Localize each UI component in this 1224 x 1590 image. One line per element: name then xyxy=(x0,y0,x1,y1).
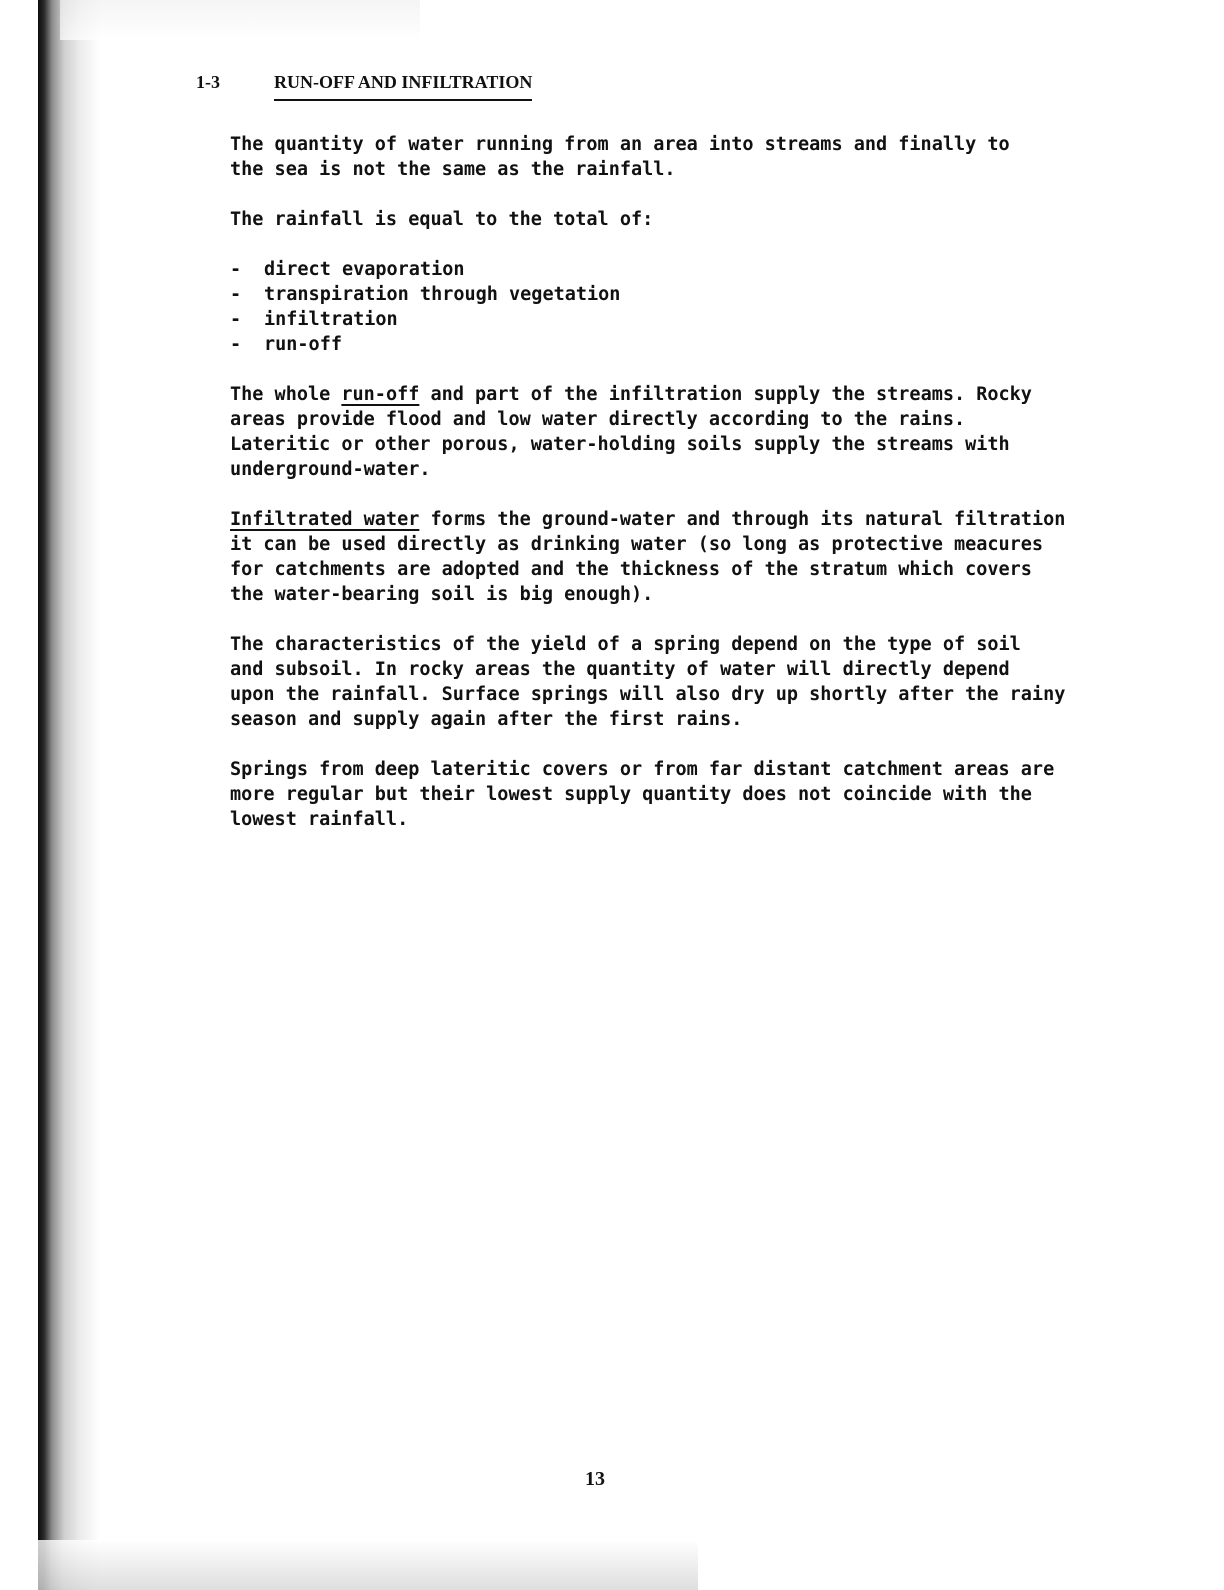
text-line: the sea is not the same as the rainfall. xyxy=(230,159,676,180)
list-item xyxy=(230,257,1150,282)
bullet-dash: - xyxy=(230,309,242,330)
paragraph-infiltrated-water xyxy=(230,507,1150,607)
text-line xyxy=(230,507,1150,532)
list-item xyxy=(230,307,1150,332)
text-line: lowest rainfall. xyxy=(230,809,409,830)
scan-bottom-smudge xyxy=(38,1540,698,1590)
text-fragment: and part of the infiltration supply the streams. Rocky xyxy=(419,384,1032,405)
text-line: Lateritic or other porous, water-holding soils supply the streams with xyxy=(230,434,1010,455)
section-number: 1-3 xyxy=(196,72,220,92)
text-fragment: forms the ground-water and through its natural filtration xyxy=(419,509,1066,530)
list-item xyxy=(230,332,1150,357)
text-line: Springs from deep lateritic covers or from far distant catchment areas are xyxy=(230,759,1055,780)
text-line xyxy=(230,382,1150,407)
paragraph-intro xyxy=(230,132,1150,182)
text-line: underground-water. xyxy=(230,459,431,480)
list-item-label: direct evaporation xyxy=(264,259,465,280)
list-item-label: infiltration xyxy=(264,309,398,330)
section-heading xyxy=(196,70,532,101)
text-line: for catchments are adopted and the thickness of the stratum which covers xyxy=(230,559,1032,580)
rainfall-components-list xyxy=(230,257,1150,357)
body-text xyxy=(230,132,1150,857)
text-line: the water-bearing soil is big enough). xyxy=(230,584,654,605)
text-line: The characteristics of the yield of a spring depend on the type of soil xyxy=(230,634,1021,655)
list-item-label: run-off xyxy=(264,334,342,355)
paragraph-deep-springs xyxy=(230,757,1150,832)
list-item-label: transpiration through vegetation xyxy=(264,284,621,305)
scan-top-smudge xyxy=(60,0,420,40)
section-title: RUN-OFF AND INFILTRATION xyxy=(274,70,532,101)
text-line: more regular but their lowest supply quantity does not coincide with the xyxy=(230,784,1032,805)
paragraph-spring-yield xyxy=(230,632,1150,732)
bullet-dash: - xyxy=(230,284,242,305)
text-fragment: The whole xyxy=(230,384,342,405)
text-line: The rainfall is equal to the total of: xyxy=(230,209,654,230)
text-line: areas provide flood and low water directly according to the rains. xyxy=(230,409,966,430)
underlined-term-run-off: run-off xyxy=(341,384,420,405)
text-line: upon the rainfall. Surface springs will also dry up shortly after the rainy xyxy=(230,684,1066,705)
text-line: The quantity of water running from an area into streams and finally to xyxy=(230,134,1010,155)
bullet-dash: - xyxy=(230,259,242,280)
text-line: season and supply again after the first rains. xyxy=(230,709,743,730)
text-line: and subsoil. In rocky areas the quantity of water will directly depend xyxy=(230,659,1010,680)
scan-binding-shadow xyxy=(38,0,100,1590)
page-number: 13 xyxy=(585,1468,605,1490)
text-line: it can be used directly as drinking water (so long as protective meacures xyxy=(230,534,1044,555)
list-item xyxy=(230,282,1150,307)
bullet-dash: - xyxy=(230,334,242,355)
paragraph-run-off xyxy=(230,382,1150,482)
paragraph-rainfall-total xyxy=(230,207,1150,232)
underlined-term-infiltrated-water: Infiltrated water xyxy=(230,509,420,530)
